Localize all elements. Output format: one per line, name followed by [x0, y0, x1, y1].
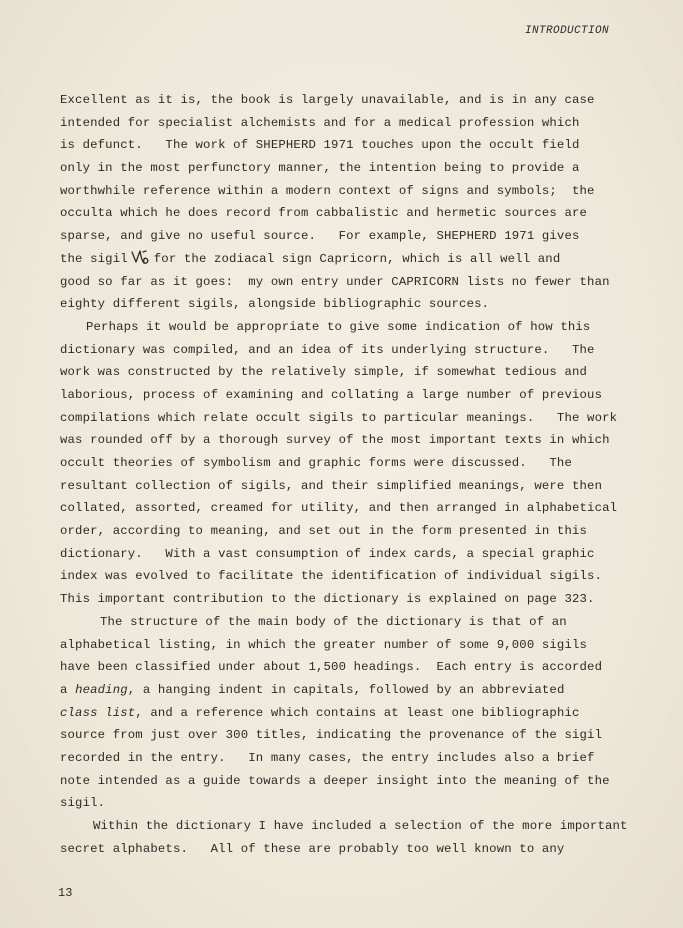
- text-line: dictionary was compiled, and an idea of its underlying structure. The: [60, 342, 595, 357]
- paragraph-3: [60, 611, 640, 815]
- text-line: secret alphabets. All of these are probably too well known to any: [60, 841, 565, 856]
- text-line: Perhaps it would be appropriate to give some indication of how this: [86, 319, 591, 334]
- text-segment: , a hanging indent in capitals, followed by an abbreviated: [127, 682, 565, 697]
- text-segment: the sigil: [60, 251, 128, 266]
- paragraph-4: [60, 815, 640, 860]
- text-line: sparse, and give no useful source. For example, SHEPHERD 1971 gives: [60, 229, 580, 244]
- text-line: compilations which relate occult sigils to particular meanings. The work: [60, 410, 618, 425]
- text-line: order, according to meaning, and set out in the form presented in this: [60, 524, 588, 539]
- text-line: source from just over 300 titles, indicating the provenance of the sigil: [60, 728, 603, 743]
- text-line: alphabetical listing, in which the greater number of some 9,000 sigils: [60, 637, 588, 652]
- text-line: index was evolved to facilitate the identification of individual sigils.: [60, 569, 603, 584]
- text-line-with-sigil: [60, 248, 640, 271]
- text-line: only in the most perfunctory manner, the intention being to provide a: [60, 161, 580, 176]
- italic-term: heading: [75, 682, 128, 697]
- text-line: note intended as a guide towards a deeper insight into the meaning of the: [60, 773, 610, 788]
- text-line: laborious, process of examining and collating a large number of previous: [60, 387, 603, 402]
- body-text: [60, 89, 640, 860]
- capricorn-sigil-icon: [131, 249, 151, 265]
- text-line: good so far as it goes: my own entry under CAPRICORN lists no fewer than: [60, 274, 610, 289]
- text-line: Excellent as it is, the book is largely unavailable, and is in any case: [60, 93, 595, 107]
- text-line: worthwhile reference within a modern context of signs and symbols; the: [60, 183, 595, 198]
- text-line: eighty different sigils, alongside bibliographic sources.: [60, 297, 490, 312]
- text-line: recorded in the entry. In many cases, the entry includes also a brief: [60, 750, 595, 765]
- text-line: occult theories of symbolism and graphic forms were discussed. The: [60, 456, 572, 470]
- text-line: This important contribution to the dictionary is explained on page 323.: [60, 592, 595, 607]
- text-line-with-italic: [60, 679, 640, 702]
- text-line: intended for specialist alchemists and for a medical profession which: [60, 115, 580, 130]
- italic-term: class list: [60, 705, 136, 720]
- text-line: resultant collection of sigils, and their simplified meanings, were then: [60, 478, 603, 493]
- text-line-with-italic: [60, 702, 640, 725]
- text-line: collated, assorted, creamed for utility, and then arranged in alphabetical: [60, 501, 618, 516]
- text-line: The structure of the main body of the dictionary is that of an: [100, 614, 567, 629]
- text-line: is defunct. The work of SHEPHERD 1971 touches upon the occult field: [60, 138, 580, 153]
- text-line: have been classified under about 1,500 headings. Each entry is accorded: [60, 660, 603, 675]
- text-line: was rounded off by a thorough survey of the most important texts in which: [60, 433, 610, 448]
- text-line: work was constructed by the relatively simple, if somewhat tedious and: [60, 365, 588, 380]
- text-line: dictionary. With a vast consumption of index cards, a special graphic: [60, 546, 595, 561]
- running-head: INTRODUCTION: [524, 25, 609, 37]
- paragraph-1: [60, 89, 640, 316]
- text-line: Within the dictionary I have included a selection of the more important: [93, 819, 628, 833]
- page-number: 13: [58, 886, 73, 900]
- text-segment: for the zodiacal sign Capricorn, which is all well and: [153, 251, 561, 266]
- text-line: sigil.: [60, 796, 106, 811]
- text-segment: a: [60, 682, 76, 697]
- text-segment: , and a reference which contains at least one bibliographic: [135, 705, 580, 720]
- text-line: occulta which he does record from cabbalistic and hermetic sources are: [60, 206, 588, 221]
- paragraph-2: [60, 316, 640, 611]
